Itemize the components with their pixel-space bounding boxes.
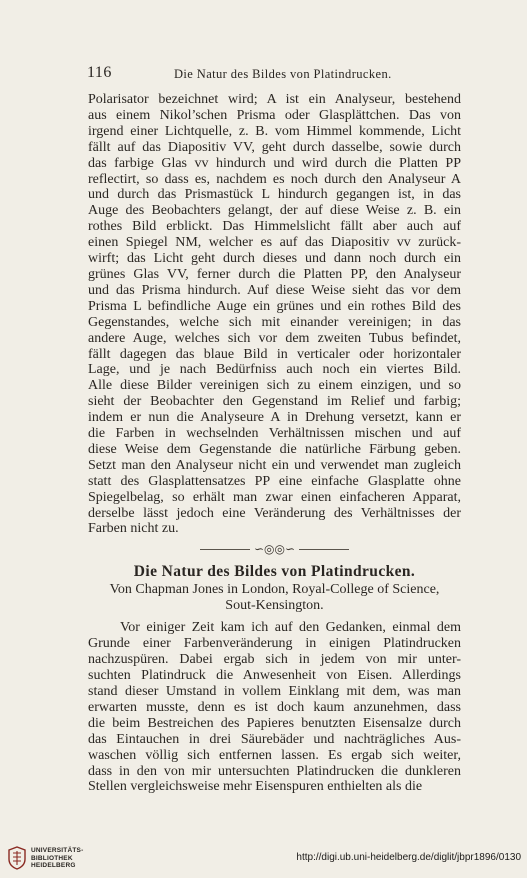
text-line: das farbige Glas vv hindurch und wird durch die Platten PP <box>88 155 461 171</box>
text-line: Setzt man den Analyseur nicht ein und verwendet man zugleich <box>88 457 461 473</box>
text-line: einen Spiegel NM, welcher es auf das Diapositiv vv zurück- <box>88 235 461 251</box>
text-line: statt des Glasplattensatzes PP eine einfache Glasplatte ohne <box>88 473 461 489</box>
text-line: dass in den von mir untersuchten Platindrucken die dunkleren <box>88 763 461 779</box>
source-url-link[interactable]: http://digi.ub.uni-heidelberg.de/diglit/jbpr1896/0130 <box>296 852 521 863</box>
text-line: aus einem Nikol’schen Prisma oder Glasplättchen. Das von <box>88 107 461 123</box>
text-line: irgend einer Lichtquelle, z. B. vom Himmel kommende, Licht <box>88 123 461 139</box>
divider-line-left <box>200 549 250 550</box>
text-line: nachzuspüren. Dabei ergab sich in jedem von mir unter- <box>88 652 461 668</box>
library-seal-icon <box>6 846 28 870</box>
text-line: indem er nun die Analyseure A in Drehung versetzt, kann er <box>88 410 461 426</box>
page-number: 116 <box>87 64 112 81</box>
text-line: stand dieser Umstand in vollem Einklang mit dem, was man <box>88 684 461 699</box>
page-header <box>87 64 457 84</box>
running-head: Die Natur des Bildes von Platindrucken. <box>174 67 392 81</box>
text-line: Spiegelbelag, so erhält man zwar einen einfacheren Apparat, <box>88 489 461 505</box>
text-line: Grunde einer Farbenveränderung in einigen Platindrucken <box>88 636 461 652</box>
paragraph-article-body <box>88 620 461 795</box>
author-line-1: Von Chapman Jones in London, Royal-College of Science, <box>109 582 440 598</box>
text-line: suchten Platindruck die Anwesenheit von Eisen. Allerdings <box>88 668 461 684</box>
paragraph-apparatus-description <box>88 92 461 537</box>
text-line: und das Prisma hindurch. Auf diese Weise sieht das vor dem <box>88 282 461 298</box>
text-line: diese Weise dem Gegenstande die natürliche Färbung geben. <box>88 441 461 457</box>
text-line: fällt auf das Diapositiv VV, geht durch dasselbe, sowie durch <box>88 139 461 155</box>
section-divider-ornament <box>88 541 461 557</box>
text-line: sieht der Beobachter den Gegenstand im Relief und farbig; <box>88 394 461 410</box>
page-footer <box>0 838 527 878</box>
text-line: erwarten musste, denn es ist doch kaum anzunehmen, dass <box>88 699 461 715</box>
divider-line-right <box>299 549 349 550</box>
text-line: Lage, und je nach Bedürfniss auch noch ein viertes Bild. <box>88 362 461 378</box>
text-line: Stellen vergleichsweise mehr Eisenspuren enthielten als die <box>88 779 423 795</box>
text-line: das Eintauchen in drei Säurebäder und nachträgliches Aus- <box>88 731 461 747</box>
author-line-2: Sout-Kensington. <box>225 598 324 614</box>
divider-ornament-glyph: ∽◎◎∽ <box>253 541 296 556</box>
text-line: Alle diese Bilder vereinigen sich zu einem einzigen, und so <box>88 378 461 394</box>
text-line: andere Auge, welches sich vor dem zweiten Tubus befindet, <box>88 330 461 346</box>
text-line: Auge des Beobachters gelangt, der auf diese Weise z. B. ein <box>88 203 461 219</box>
text-line: Prisma L befindliche Auge ein grünes und ein rothes Bild des <box>88 298 461 314</box>
library-name-line-1: UNIVERSITÄTS- <box>31 847 84 854</box>
article-byline <box>88 582 461 614</box>
text-line: rothes Bild erblickt. Das Himmelslicht fällt aber auch auf <box>88 219 461 235</box>
text-line: reflectirt, so dass es, nachdem es noch durch den Analyseur A <box>88 171 461 187</box>
text-line: waschen völlig sich entfernen lassen. Es ergab sich weiter, <box>88 747 461 763</box>
text-line: Gegenstandes, welche sich mit einander vereinigen; in das <box>88 314 461 330</box>
text-line: und durch das Prismastück L hindurch gegangen ist, in das <box>88 187 461 203</box>
text-line: Vor einiger Zeit kam ich auf den Gedanken, einmal dem <box>120 620 461 636</box>
text-line: Farben nicht zu. <box>88 521 179 537</box>
library-name-line-3: HEIDELBERG <box>31 862 76 870</box>
text-line: die Farben in wechselnden Verhältnissen mischen und auf <box>88 426 461 442</box>
text-line: grünes Glas VV, ferner durch die Platten PP, den Analyseur <box>88 266 461 282</box>
text-line: derselbe lässt jedoch eine Veränderung des Verhältnisses der <box>88 505 461 521</box>
library-name-line-2: BIBLIOTHEK <box>31 854 73 862</box>
text-line: wirft; das Licht geht durch dieses und dann noch durch ein <box>88 251 461 267</box>
text-line: fällt dagegen das blaue Bild in verticaler oder horizontaler <box>88 346 461 362</box>
article-title: Die Natur des Bildes von Platindrucken. <box>133 563 416 581</box>
text-line: die beim Bestreichen des Papieres benutzten Eisensalze durch <box>88 715 461 731</box>
page-body <box>88 92 461 795</box>
text-line: Polarisator bezeichnet wird; A ist ein Analyseur, bestehend <box>88 92 461 107</box>
library-name <box>31 847 83 870</box>
